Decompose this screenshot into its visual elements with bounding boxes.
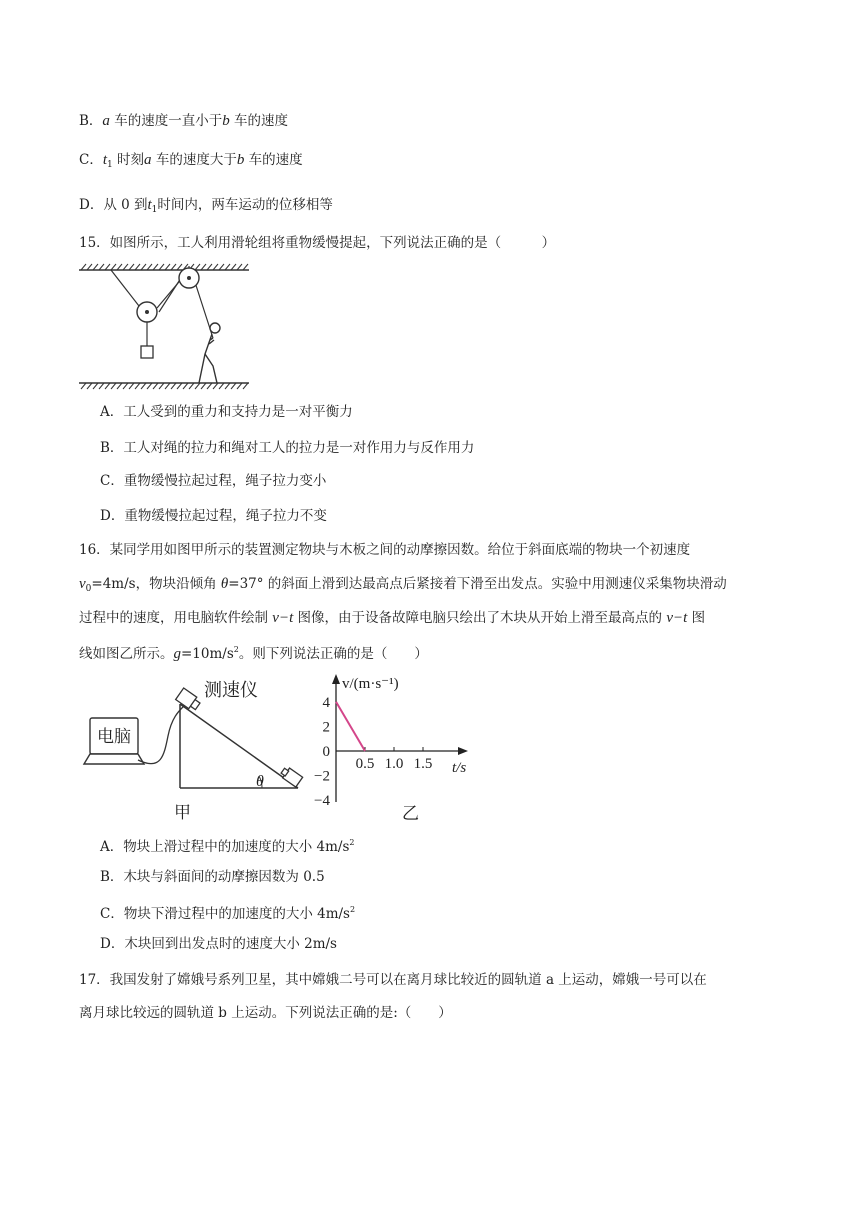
q16-line-2: $v_0=4m/s$，物块沿倾角 θ=37° 的斜面上滑到达最高点后紧接着下滑至出发点。实验中用测速仪采集物块滑动 [79,576,727,594]
q16-line-4: 线如图乙所示。$g=10m/s^2$。则下列说法正确的是（ ） [79,645,428,662]
apparatus-figure [76,676,316,824]
weight-block [141,346,153,358]
q16-option-a: A．物块上滑过程中的加速度的大小 $4m/s^2$ [100,838,355,855]
q15-option-c: C．重物缓慢拉起过程，绳子拉力变小 [100,473,327,489]
x-axis [336,747,468,755]
q16-option-b: B．木块与斜面间的动摩擦因数为 0.5 [100,869,325,885]
ceiling [79,264,249,270]
computer-label: 电脑 [97,727,131,746]
q16-option-c: C．物块下滑过程中的加速度的大小 $4m/s^2$ [100,905,356,922]
y-axis-label: v/(m·s⁻¹) [342,676,399,692]
y-tick-label: −2 [314,768,330,785]
y-tick-label: 4 [322,694,330,711]
q15-stem: 15．如图所示，工人利用滑轮组将重物缓慢提起，下列说法正确的是（ ） [79,235,556,251]
x-tick-label: 1.5 [413,756,433,772]
y-tick-label: −4 [314,793,330,810]
q16-option-d: D．木块回到出发点时的速度大小 2m/s [100,936,337,952]
ground [79,383,249,389]
x-axis-label: t/s [452,760,467,776]
angle-label: θ [256,773,264,790]
pulley-figure [79,262,249,392]
q16-line-1: 16．某同学用如图甲所示的装置测定物块与木板之间的动摩擦因数。给位于斜面底端的物块一个初速度 [79,542,691,558]
y-tick-label: 0 [322,744,330,760]
chart-caption: 乙 [402,804,419,823]
x-tick-label: 0.5 [355,756,375,772]
worker [199,323,220,383]
q14-option-d: D．从 0 到$t_1$时间内，两车运动的位移相等 [79,197,333,215]
q15-option-b: B．工人对绳的拉力和绳对工人的拉力是一对作用力与反作用力 [100,440,475,456]
q17-line-2: 离月球比较远的圆轨道 b 上运动。下列说法正确的是:（ ） [79,1005,452,1021]
vt-chart [306,672,486,824]
q15-option-d: D．重物缓慢拉起过程，绳子拉力不变 [100,508,327,524]
q15-option-a: A．工人受到的重力和支持力是一对平衡力 [100,404,353,420]
y-axis [332,674,340,802]
cable [138,704,186,764]
device-label: 测速仪 [204,680,258,700]
series-line [336,702,365,751]
x-tick-label: 1.0 [384,756,404,772]
figure-a-caption: 甲 [174,803,191,822]
q16-line-3: 过程中的速度，用电脑软件绘制 v−t 图像，由于设备故障电脑只绘出了木块从开始上滑至最高点的 v−t 图 [79,610,706,626]
y-tick-label: 2 [322,719,330,736]
q14-option-b: B．a 车的速度一直小于b 车的速度 [79,113,289,129]
q14-option-c: C．$t_1$ 时刻a 车的速度大于b 车的速度 [79,152,303,170]
incline [180,704,298,788]
q17-line-1: 17．我国发射了嫦娥号系列卫星，其中嫦娥二号可以在离月球比较近的圆轨道 a 上运动，嫦娥一号可以在 [79,972,707,988]
